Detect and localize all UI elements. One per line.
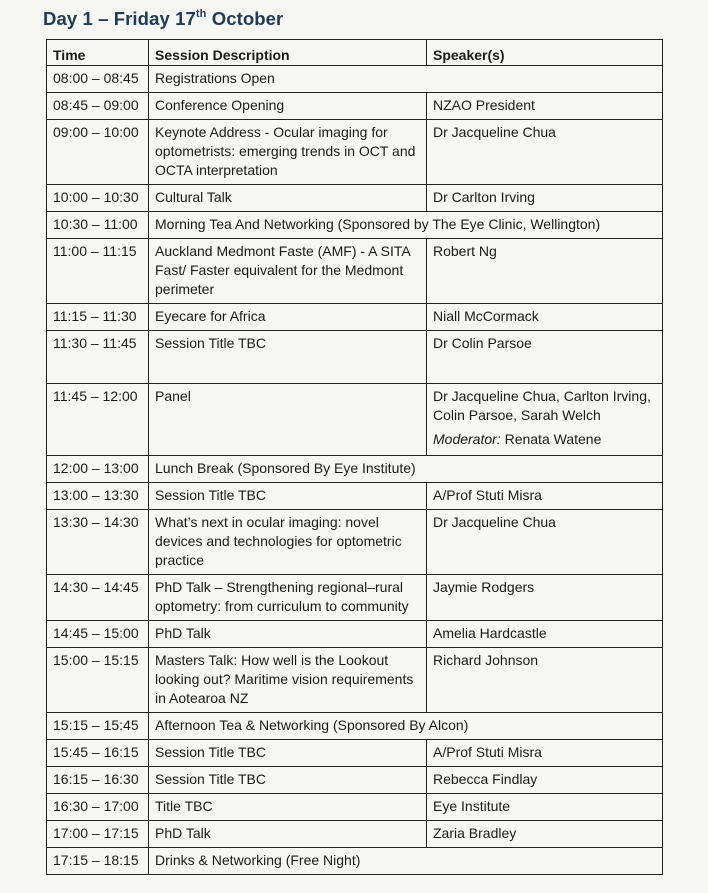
session-time: 13:30 – 14:30 bbox=[47, 510, 149, 575]
session-speaker: Rebecca Findlay bbox=[427, 767, 663, 794]
table-row bbox=[47, 185, 663, 212]
session-speaker: Dr Carlton Irving bbox=[427, 185, 663, 212]
table-row bbox=[47, 767, 663, 794]
session-description: PhD Talk – Strengthening regional–rural optometry: from curriculum to community bbox=[149, 575, 427, 621]
session-description: Title TBC bbox=[149, 794, 427, 821]
session-speaker: Robert Ng bbox=[427, 239, 663, 304]
session-time: 12:00 – 13:00 bbox=[47, 456, 149, 483]
table-row bbox=[47, 120, 663, 185]
session-description: Drinks & Networking (Free Night) bbox=[149, 848, 663, 875]
session-time: 11:45 – 12:00 bbox=[47, 384, 149, 456]
table-row bbox=[47, 713, 663, 740]
table-row bbox=[47, 456, 663, 483]
session-time: 11:00 – 11:15 bbox=[47, 239, 149, 304]
session-description: Registrations Open bbox=[149, 66, 663, 93]
session-speaker: Jaymie Rodgers bbox=[427, 575, 663, 621]
table-row bbox=[47, 66, 663, 93]
session-time: 16:30 – 17:00 bbox=[47, 794, 149, 821]
session-speaker: Zaria Bradley bbox=[427, 821, 663, 848]
column-header-description: Session Description bbox=[149, 40, 427, 66]
session-time: 10:00 – 10:30 bbox=[47, 185, 149, 212]
table-row bbox=[47, 740, 663, 767]
table-row bbox=[47, 331, 663, 384]
table-row bbox=[47, 575, 663, 621]
table-header-row bbox=[47, 40, 663, 66]
session-description: Session Title TBC bbox=[149, 767, 427, 794]
session-time: 10:30 – 11:00 bbox=[47, 212, 149, 239]
session-speaker: A/Prof Stuti Misra bbox=[427, 740, 663, 767]
table-row bbox=[47, 483, 663, 510]
table-row bbox=[47, 510, 663, 575]
session-time: 15:45 – 16:15 bbox=[47, 740, 149, 767]
session-speaker: Dr Jacqueline Chua, Carlton Irving, Colin Parsoe, Sarah Welch bbox=[433, 388, 651, 423]
session-time: 16:15 – 16:30 bbox=[47, 767, 149, 794]
moderator-name: Renata Watene bbox=[500, 431, 602, 447]
session-time: 09:00 – 10:00 bbox=[47, 120, 149, 185]
session-description: Cultural Talk bbox=[149, 185, 427, 212]
session-speaker: Dr Jacqueline Chua bbox=[427, 120, 663, 185]
session-time: 13:00 – 13:30 bbox=[47, 483, 149, 510]
session-description: PhD Talk bbox=[149, 621, 427, 648]
session-speaker: NZAO President bbox=[427, 93, 663, 120]
session-time: 11:15 – 11:30 bbox=[47, 304, 149, 331]
session-time: 11:30 – 11:45 bbox=[47, 331, 149, 384]
table-row bbox=[47, 93, 663, 120]
session-speaker: Dr Jacqueline Chua bbox=[427, 510, 663, 575]
schedule-table bbox=[46, 39, 663, 875]
session-description: Morning Tea And Networking (Sponsored by The Eye Clinic, Wellington) bbox=[149, 212, 663, 239]
session-time: 17:00 – 17:15 bbox=[47, 821, 149, 848]
session-description: Session Title TBC bbox=[149, 331, 427, 384]
table-row bbox=[47, 821, 663, 848]
session-description: Conference Opening bbox=[149, 93, 427, 120]
table-row bbox=[47, 621, 663, 648]
session-time: 14:45 – 15:00 bbox=[47, 621, 149, 648]
table-row bbox=[47, 384, 663, 456]
session-time: 15:15 – 15:45 bbox=[47, 713, 149, 740]
session-speaker: Eye Institute bbox=[427, 794, 663, 821]
session-time: 08:00 – 08:45 bbox=[47, 66, 149, 93]
session-time: 17:15 – 18:15 bbox=[47, 848, 149, 875]
table-row bbox=[47, 648, 663, 713]
session-speaker: Niall McCormack bbox=[427, 304, 663, 331]
table-row bbox=[47, 794, 663, 821]
session-description: Afternoon Tea & Networking (Sponsored By Alcon) bbox=[149, 713, 663, 740]
session-description: What’s next in ocular imaging: novel devices and technologies for optometric practice bbox=[149, 510, 427, 575]
column-header-speakers: Speaker(s) bbox=[427, 40, 663, 66]
session-description: PhD Talk bbox=[149, 821, 427, 848]
session-moderator bbox=[433, 430, 656, 449]
moderator-label: Moderator: bbox=[433, 431, 501, 447]
title-ordinal-suffix: th bbox=[195, 7, 207, 20]
session-time: 08:45 – 09:00 bbox=[47, 93, 149, 120]
session-speaker: Dr Colin Parsoe bbox=[427, 331, 663, 384]
session-description: Panel bbox=[149, 384, 427, 456]
session-description: Session Title TBC bbox=[149, 740, 427, 767]
column-header-time: Time bbox=[47, 40, 149, 66]
session-time: 14:30 – 14:45 bbox=[47, 575, 149, 621]
session-description: Auckland Medmont Faste (AMF) - A SITA Fast/ Faster equivalent for the Medmont perimeter bbox=[149, 239, 427, 304]
table-row bbox=[47, 848, 663, 875]
session-speaker: Amelia Hardcastle bbox=[427, 621, 663, 648]
session-time: 15:00 – 15:15 bbox=[47, 648, 149, 713]
title-prefix: Day 1 – Friday 17 bbox=[43, 8, 196, 29]
session-speaker: A/Prof Stuti Misra bbox=[427, 483, 663, 510]
session-description: Keynote Address - Ocular imaging for optometrists: emerging trends in OCT and OCTA interpretation bbox=[149, 120, 427, 185]
page-title bbox=[43, 8, 283, 30]
session-speaker: Richard Johnson bbox=[427, 648, 663, 713]
table-row bbox=[47, 239, 663, 304]
table-row bbox=[47, 304, 663, 331]
session-description: Lunch Break (Sponsored By Eye Institute) bbox=[149, 456, 663, 483]
session-description: Session Title TBC bbox=[149, 483, 427, 510]
title-suffix: October bbox=[206, 8, 284, 29]
session-description: Eyecare for Africa bbox=[149, 304, 427, 331]
table-row bbox=[47, 212, 663, 239]
session-speaker-cell bbox=[427, 384, 663, 456]
session-description: Masters Talk: How well is the Lookout looking out? Maritime vision requirements in Aotearoa NZ bbox=[149, 648, 427, 713]
